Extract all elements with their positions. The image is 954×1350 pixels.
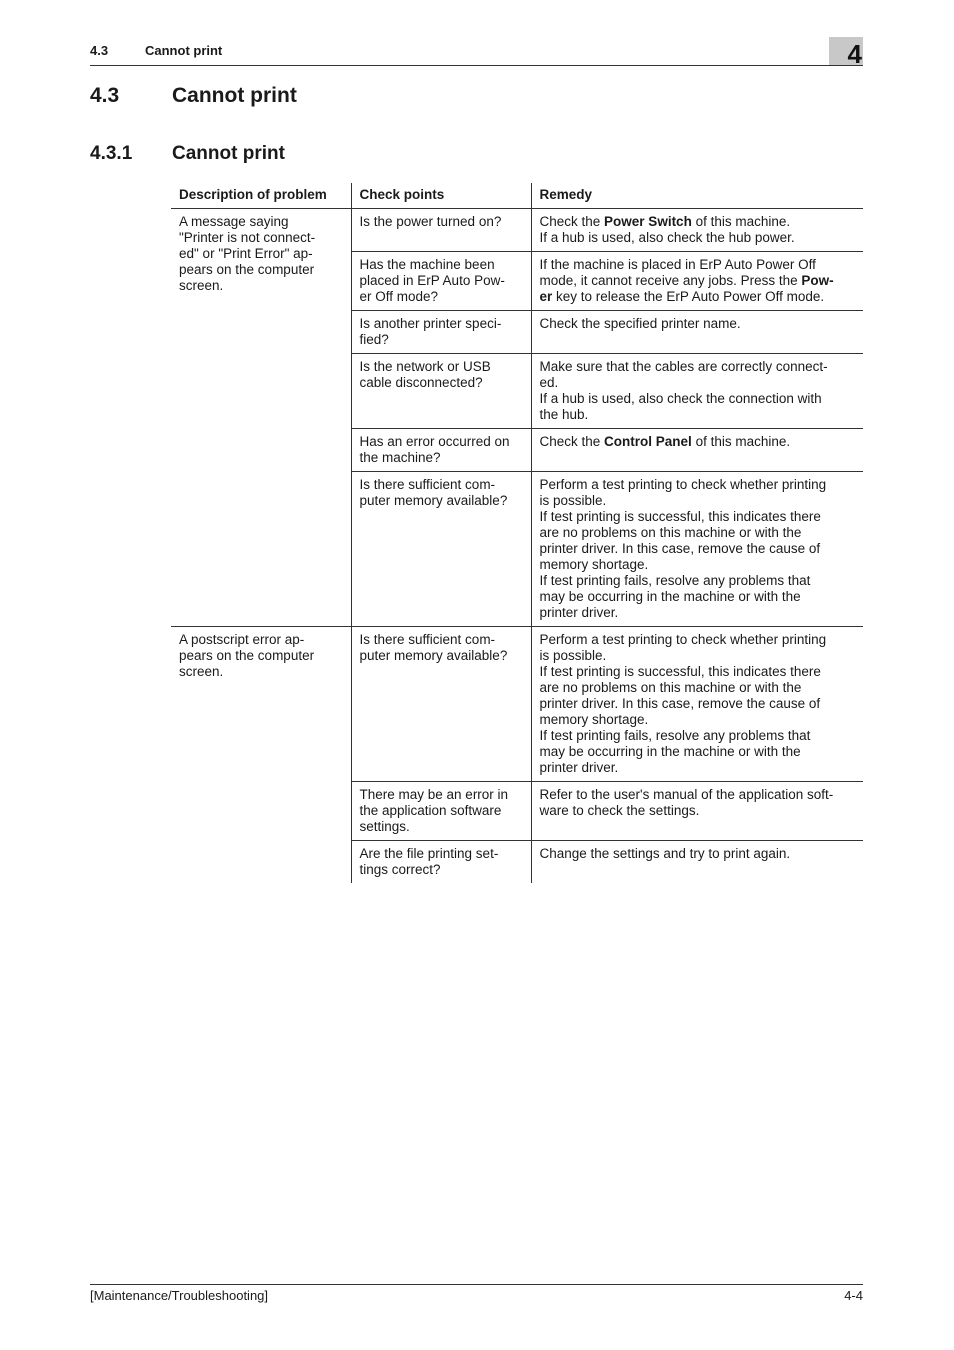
text-line: cable disconnected? <box>359 375 483 390</box>
header-section-number: 4.3 <box>90 43 109 58</box>
text-run: Change the settings and try to print again. <box>539 846 791 861</box>
text-line: the machine? <box>359 450 441 465</box>
remedy <box>531 354 863 429</box>
heading2-number: 4.3.1 <box>90 143 133 164</box>
check-point <box>351 627 531 782</box>
text-line: There may be an error in <box>359 787 509 802</box>
text-run: If test printing fails, resolve any problems that <box>539 728 811 743</box>
text-line <box>540 760 856 776</box>
text-run: of this machine. <box>691 434 791 449</box>
text-run: If a hub is used, also check the connection with <box>539 391 822 406</box>
text-line: Are the file printing set- <box>359 846 499 861</box>
remedy <box>531 782 863 841</box>
key-name: Power Switch <box>604 214 692 229</box>
chapter-tab: 4 <box>829 37 863 65</box>
text-line <box>540 696 856 712</box>
key-name: Control Panel <box>604 434 692 449</box>
text-line <box>540 648 856 664</box>
check-point <box>351 429 531 472</box>
text-line <box>540 846 856 862</box>
text-run: Perform a test printing to check whether printing <box>539 477 827 492</box>
running-header <box>90 42 863 66</box>
table-row <box>171 627 863 782</box>
problem-description <box>171 209 351 627</box>
column-header: Description of problem <box>171 183 351 209</box>
remedy <box>531 627 863 782</box>
text-line <box>540 557 856 573</box>
text-run: mode, it cannot receive any jobs. Press the <box>539 273 802 288</box>
text-line <box>540 744 856 760</box>
text-run: are no problems on this machine or with the <box>539 680 802 695</box>
text-run: the hub. <box>539 407 589 422</box>
text-line <box>540 509 856 525</box>
text-line <box>540 680 856 696</box>
check-point <box>351 841 531 884</box>
text-run: is possible. <box>539 648 607 663</box>
text-line <box>540 273 856 289</box>
text-line: puter memory available? <box>359 493 508 508</box>
text-line <box>540 434 856 450</box>
problem-description <box>171 627 351 884</box>
text-run: printer driver. <box>539 760 619 775</box>
text-line: Has an error occurred on <box>359 434 510 449</box>
text-line: ed" or "Print Error" ap- <box>179 246 313 261</box>
text-line <box>540 712 856 728</box>
text-line <box>540 214 856 230</box>
text-line: Has the machine been <box>359 257 495 272</box>
heading1-number: 4.3 <box>90 84 120 107</box>
text-line <box>540 728 856 744</box>
text-line <box>540 359 856 375</box>
text-run: Check the <box>539 434 605 449</box>
text-line: "Printer is not connect- <box>179 230 316 245</box>
text-line: screen. <box>179 278 224 293</box>
text-line <box>540 632 856 648</box>
text-run: Perform a test printing to check whether printing <box>539 632 827 647</box>
text-run: If a hub is used, also check the hub power. <box>539 230 795 245</box>
text-line <box>540 391 856 407</box>
text-line <box>540 541 856 557</box>
text-line <box>540 573 856 589</box>
text-line: A message saying <box>179 214 289 229</box>
text-line <box>540 525 856 541</box>
text-line <box>540 257 856 273</box>
table-header-row <box>171 183 863 209</box>
text-line: pears on the computer <box>179 648 315 663</box>
text-run: key to release the ErP Auto Power Off mode. <box>552 289 825 304</box>
text-line <box>540 407 856 423</box>
text-run: Check the <box>539 214 605 229</box>
text-line <box>540 493 856 509</box>
text-run: may be occurring in the machine or with the <box>539 589 801 604</box>
text-line: A postscript error ap- <box>179 632 305 647</box>
header-section-title: Cannot print <box>145 43 223 58</box>
heading1-title: Cannot print <box>172 84 297 107</box>
text-run: is possible. <box>539 493 607 508</box>
text-line: Is there sufficient com- <box>359 632 496 647</box>
text-line: fied? <box>359 332 389 347</box>
text-line <box>540 375 856 391</box>
text-line <box>540 477 856 493</box>
remedy <box>531 472 863 627</box>
column-header: Check points <box>351 183 531 209</box>
text-line: Is another printer speci- <box>359 316 502 331</box>
text-line <box>540 803 856 819</box>
text-line: er Off mode? <box>359 289 439 304</box>
text-run: Refer to the user's manual of the application soft- <box>539 787 834 802</box>
text-run: may be occurring in the machine or with the <box>539 744 801 759</box>
text-line: Is the power turned on? <box>359 214 502 229</box>
text-line: screen. <box>179 664 224 679</box>
remedy <box>531 311 863 354</box>
text-run: ed. <box>539 375 559 390</box>
check-point <box>351 354 531 429</box>
text-line <box>540 316 856 332</box>
text-run: If the machine is placed in ErP Auto Power Off <box>539 257 816 272</box>
text-line: the application software <box>359 803 502 818</box>
text-line: puter memory available? <box>359 648 508 663</box>
text-run: ware to check the settings. <box>539 803 700 818</box>
text-run: printer driver. In this case, remove the cause of <box>539 696 821 711</box>
text-run: Make sure that the cables are correctly connect- <box>539 359 828 374</box>
heading2-title: Cannot print <box>172 143 285 164</box>
table-body <box>171 209 863 884</box>
text-line <box>540 664 856 680</box>
text-run: If test printing is successful, this indicates there <box>539 509 821 524</box>
text-line <box>540 787 856 803</box>
text-run: memory shortage. <box>539 712 649 727</box>
text-line <box>540 589 856 605</box>
text-line <box>540 605 856 621</box>
text-run: Check the specified printer name. <box>539 316 741 331</box>
text-run: printer driver. In this case, remove the cause of <box>539 541 821 556</box>
remedy <box>531 209 863 252</box>
text-line: tings correct? <box>359 862 441 877</box>
check-point <box>351 209 531 252</box>
footer-manual-title: [Maintenance/Troubleshooting] <box>90 1288 269 1303</box>
text-run: If test printing is successful, this indicates there <box>539 664 821 679</box>
text-run: printer driver. <box>539 605 619 620</box>
table-row <box>171 209 863 252</box>
text-line: pears on the computer <box>179 262 315 277</box>
check-point <box>351 782 531 841</box>
text-line: Is there sufficient com- <box>359 477 496 492</box>
remedy <box>531 252 863 311</box>
column-header: Remedy <box>531 183 863 209</box>
text-line <box>540 230 856 246</box>
text-run: If test printing fails, resolve any problems that <box>539 573 811 588</box>
text-line: settings. <box>359 819 410 834</box>
remedy <box>531 841 863 884</box>
text-run: of this machine. <box>691 214 791 229</box>
text-line <box>540 289 856 305</box>
text-line: Is the network or USB <box>359 359 491 374</box>
page-footer <box>90 1284 863 1303</box>
check-point <box>351 311 531 354</box>
key-name: er <box>539 289 553 304</box>
check-point <box>351 472 531 627</box>
page-number: 4-4 <box>844 1288 863 1303</box>
text-run: memory shortage. <box>539 557 649 572</box>
check-point <box>351 252 531 311</box>
text-run: are no problems on this machine or with the <box>539 525 802 540</box>
text-line: placed in ErP Auto Pow- <box>359 273 505 288</box>
key-name: Pow- <box>801 273 834 288</box>
troubleshooting-table <box>171 183 863 883</box>
remedy <box>531 429 863 472</box>
